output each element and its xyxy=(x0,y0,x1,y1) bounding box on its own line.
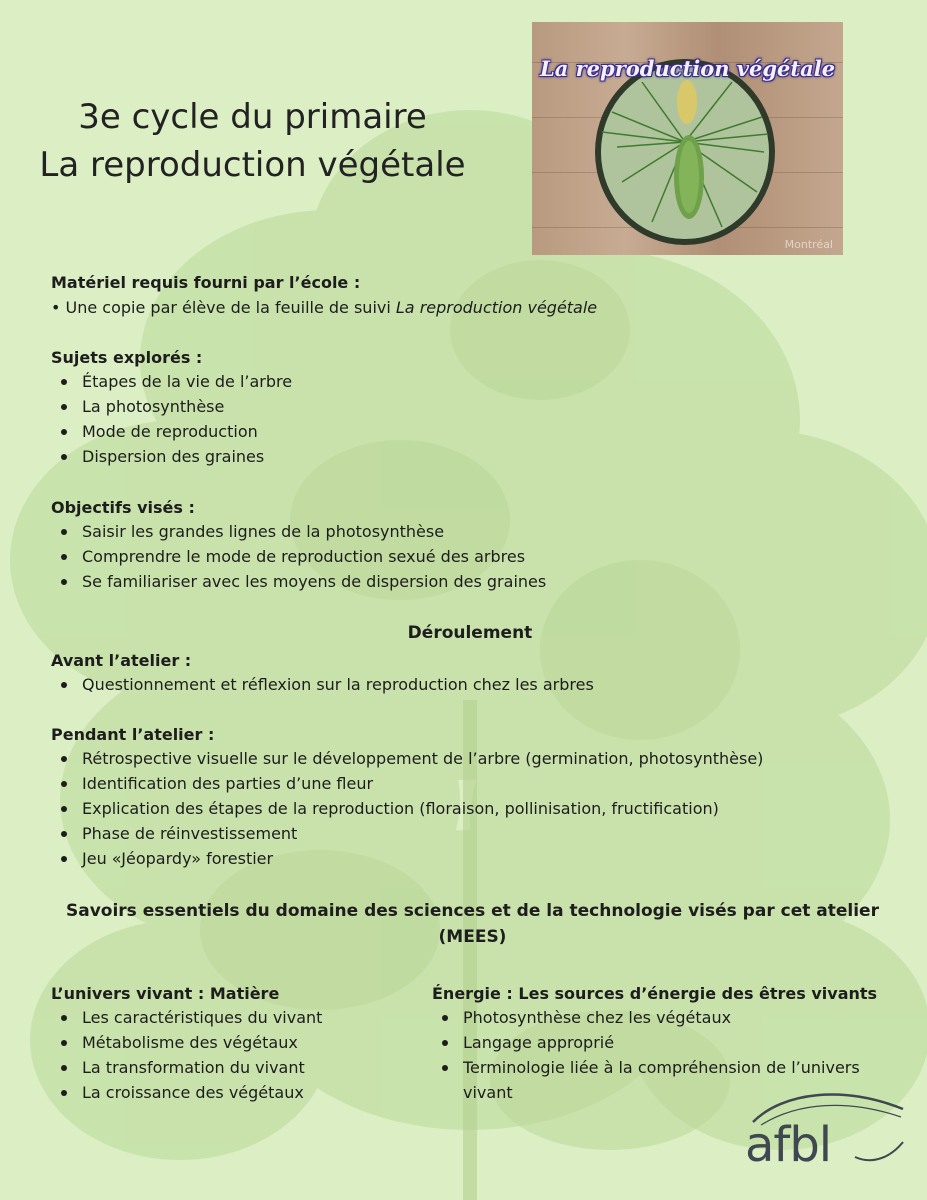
logo-text: afbl xyxy=(745,1117,832,1173)
list-item: Saisir les grandes lignes de la photosynthèse xyxy=(51,519,546,544)
materiel-line-italic: La reproduction végétale xyxy=(395,298,598,317)
list-item: La photosynthèse xyxy=(51,394,292,419)
savoirs-left-heading: L’univers vivant : Matière xyxy=(51,984,280,1003)
sujets-list xyxy=(51,369,292,469)
photo-watermark: Montréal xyxy=(784,238,833,251)
page-title-line1: 3e cycle du primaire xyxy=(78,97,427,137)
avant-heading: Avant l’atelier : xyxy=(51,651,192,670)
list-item: Terminologie liée à la compréhension de l’univers vivant xyxy=(432,1055,902,1105)
afbl-logo xyxy=(743,1087,905,1182)
list-item: Dispersion des graines xyxy=(51,444,292,469)
list-item: Les caractéristiques du vivant xyxy=(51,1005,411,1030)
savoirs-heading-line1: Savoirs essentiels du domaine des sciences et de la technologie visés par cet atelier xyxy=(66,901,879,921)
pendant-heading: Pendant l’atelier : xyxy=(51,725,215,744)
header-photo xyxy=(532,22,843,255)
materiel-line xyxy=(51,295,597,320)
list-item: Questionnement et réflexion sur la reproduction chez les arbres xyxy=(51,672,594,697)
list-item: Jeu «Jéopardy» forestier xyxy=(51,846,851,871)
list-item: Métabolisme des végétaux xyxy=(51,1030,411,1055)
objectifs-list xyxy=(51,519,546,594)
pendant-list xyxy=(51,746,851,871)
photo-banner-text: La reproduction végétale xyxy=(539,56,836,81)
list-item: Identification des parties d’une fleur xyxy=(51,771,851,796)
savoirs-right-heading: Énergie : Les sources d’énergie des êtres vivants xyxy=(432,984,878,1003)
deroulement-heading: Déroulement xyxy=(407,623,533,643)
list-item: La croissance des végétaux xyxy=(51,1080,411,1105)
list-item: La transformation du vivant xyxy=(51,1055,411,1080)
list-item: Étapes de la vie de l’arbre xyxy=(51,369,292,394)
list-item: Rétrospective visuelle sur le développement de l’arbre (germination, photosynthèse) xyxy=(51,746,851,771)
list-item: Comprendre le mode de reproduction sexué des arbres xyxy=(51,544,546,569)
materiel-heading: Matériel requis fourni par l’école : xyxy=(51,273,361,292)
savoirs-left-list xyxy=(51,1005,411,1105)
page-title-line2: La reproduction végétale xyxy=(39,145,466,185)
list-item: Phase de réinvestissement xyxy=(51,821,851,846)
list-item: Langage approprié xyxy=(432,1030,902,1055)
objectifs-heading: Objectifs visés : xyxy=(51,498,195,517)
list-item: Se familiariser avec les moyens de dispersion des graines xyxy=(51,569,546,594)
sujets-heading: Sujets explorés : xyxy=(51,348,203,367)
materiel-line-text: • Une copie par élève de la feuille de suivi xyxy=(51,298,396,317)
avant-list xyxy=(51,672,594,697)
savoirs-heading-line2: (MEES) xyxy=(438,927,507,947)
list-item: Explication des étapes de la reproduction (floraison, pollinisation, fructification) xyxy=(51,796,851,821)
list-item: Photosynthèse chez les végétaux xyxy=(432,1005,902,1030)
list-item: Mode de reproduction xyxy=(51,419,292,444)
